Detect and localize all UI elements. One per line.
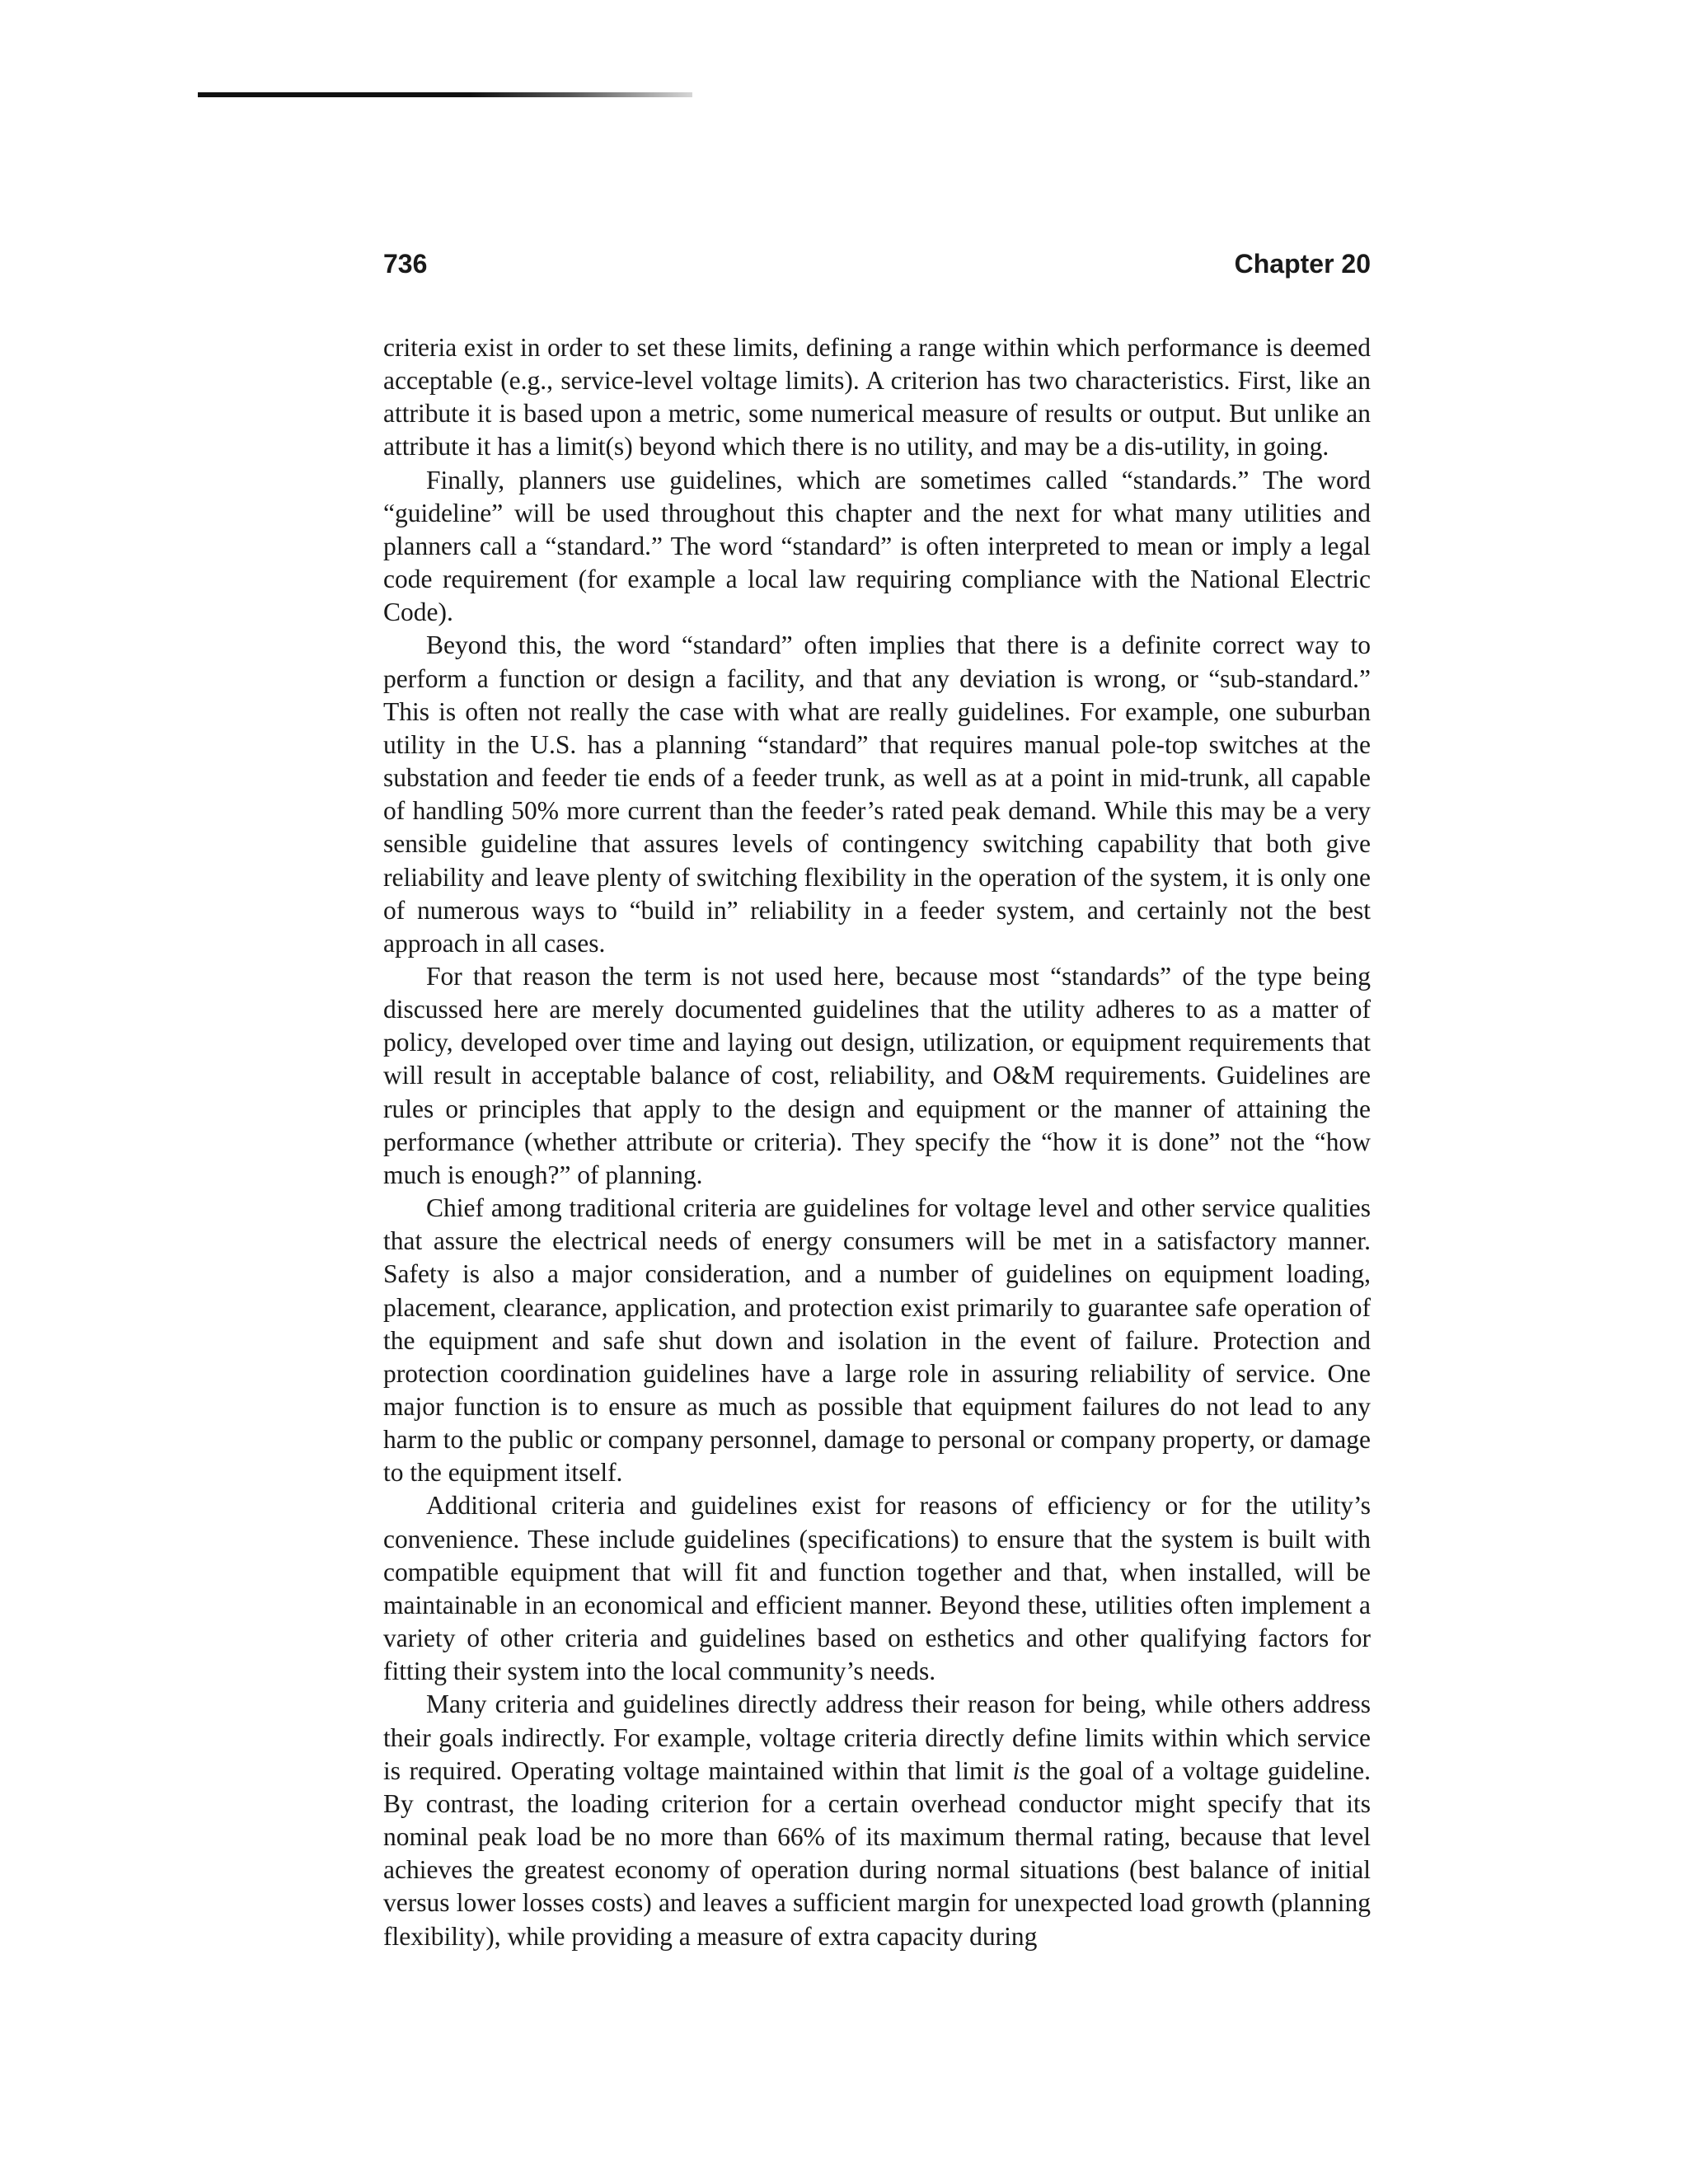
chapter-title: Chapter 20	[1234, 249, 1371, 279]
scan-edge-rule	[198, 92, 692, 97]
paragraph: Beyond this, the word “standard” often implies that there is a definite correct way to perform a function or design a facility, and that any deviation is wrong, or “sub-standard.” This is often not really the case with what are really guidelines. For example, one suburban utility in the U.S. has a planning “standard” that requires manual pole-top switches at the substation and feeder tie ends of a feeder trunk, as well as at a point in mid-trunk, all capable of handling 50% more current than the feeder’s rated peak demand. While this may be a very sensible guideline that assures levels of contingency switching capability that both give reliability and leave plenty of switching flexibility in the operation of the system, it is only one of numerous ways to “build in” reliability in a feeder system, and certainly not the best approach in all cases.	[383, 630, 1371, 958]
paragraph-last	[383, 1688, 1371, 1952]
italic-emphasis: is	[1012, 1755, 1030, 1785]
paragraph: Additional criteria and guidelines exist for reasons of efficiency or for the utility’s convenience. These include guidelines (specifications) to ensure that the system is built with compatible equipment that will fit and function together and that, when installed, will be maintainable in an economical and efficient manner. Beyond these, utilities often implement a variety of other criteria and guidelines based on esthetics and other qualifying factors for fitting their system into the local community’s needs.	[383, 1491, 1371, 1686]
text-run: Many criteria and guidelines directly address their reason for being, while others address their goals indirectly. For example, voltage criteria directly define limits within which service is required. Operating voltage maintained within that limit	[383, 1690, 1371, 1785]
page-number: 736	[383, 249, 428, 279]
body-text	[383, 331, 1371, 1953]
paragraph: For that reason the term is not used here, because most “standards” of the type being discussed here are merely documented guidelines that the utility adheres to as a matter of policy, developed over time and laying out design, utilization, or equipment requirements that will result in acceptable balance of cost, reliability, and O&M requirements. Guidelines are rules or principles that apply to the design and equipment or the manner of attaining the performance (whether attribute or criteria). They specify the “how it is done” not the “how much is enough?” of planning.	[383, 961, 1371, 1189]
paragraph: criteria exist in order to set these limits, defining a range within which performance is deemed acceptable (e.g., service-level voltage limits). A criterion has two characteristics. First, like an attribute it is based upon a metric, some numerical measure of results or output. But unlike an attribute it has a limit(s) beyond which there is no utility, and may be a dis-utility, in going.	[383, 333, 1371, 462]
text-run: the goal of a voltage guideline. By contrast, the loading criterion for a certain overhead conductor might specify that its nominal peak load be no more than 66% of its maximum thermal rating, because that level achieves the greatest economy of operation during normal situations (best balance of initial versus lower losses costs) and leaves a sufficient margin for unexpected load growth (planning flexibility), while providing a measure of extra capacity during	[383, 1755, 1371, 1951]
running-head	[383, 247, 1371, 280]
paragraph: Finally, planners use guidelines, which are sometimes called “standards.” The word “guideline” will be used throughout this chapter and the next for what many utilities and planners call a “standard.” The word “standard” is often interpreted to mean or imply a legal code requirement (for example a local law requiring compliance with the National Electric Code).	[383, 465, 1371, 627]
paragraph: Chief among traditional criteria are guidelines for voltage level and other service qualities that assure the electrical needs of energy consumers will be met in a satisfactory manner. Safety is also a major consideration, and a number of guidelines on equipment loading, placement, clearance, application, and protection exist primarily to guarantee safe operation of the equipment and safe shut down and isolation in the event of failure. Protection and protection coordination guidelines have a large role in assuring reliability of service. One major function is to ensure as much as possible that equipment failures do not lead to any harm to the public or company personnel, damage to personal or company property, or damage to the equipment itself.	[383, 1193, 1371, 1488]
